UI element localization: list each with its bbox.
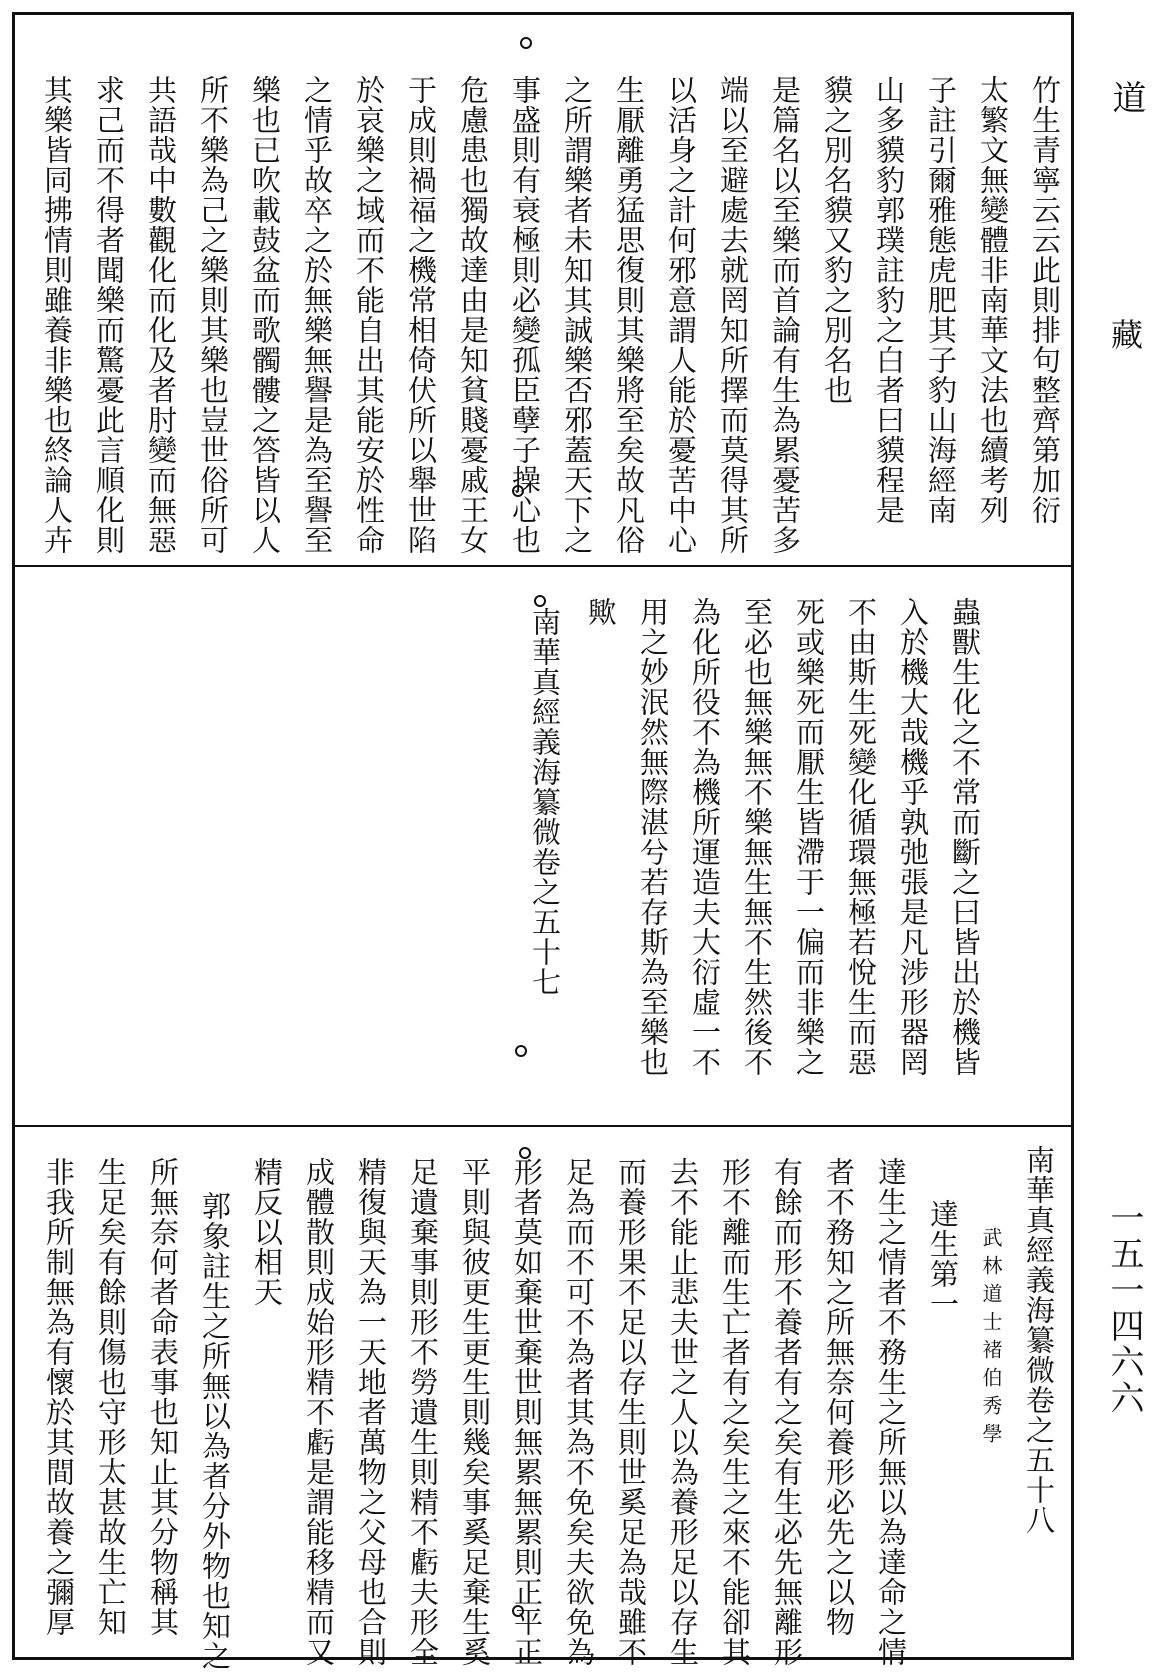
text-column: 樂也已吹載鼓盆而歌髑髏之答皆以人 [248, 75, 282, 555]
text-column: 平則與彼更生更生則幾矣事奚足棄生奚 [458, 1157, 492, 1667]
text-column: 至必也無樂無不樂無生無不生然後不 [740, 597, 774, 1077]
volume-title: 南華真經義海纂微卷之五十八 [1022, 1145, 1056, 1535]
page-frame [12, 12, 1074, 1671]
text-column: 所不樂為己之樂則其樂也豈世俗所可 [196, 75, 230, 555]
text-column: 生厭離勇猛思復則其樂將至矣故凡俗 [612, 75, 646, 555]
author-line: 武林道士褚伯秀學 [979, 1227, 1003, 1451]
text-column: 其樂皆同拂情則雖養非樂也終論人卉 [40, 75, 74, 555]
text-column: 去不能止悲夫世之人以為養形足以存生 [666, 1157, 700, 1667]
text-column: 是篇名以至樂而首論有生為累憂苦多 [768, 75, 802, 555]
top-panel [15, 15, 1071, 567]
text-column: 入於機大哉機乎孰弛張是凡涉形器罔 [896, 597, 930, 1077]
text-column: 竹生青寧云云此則排句整齊第加衍 [1028, 75, 1062, 525]
text-column: 成體散則成始形精不虧是謂能移精而又 [302, 1157, 336, 1667]
text-column: 用之妙泯然無際湛兮若存斯為至樂也 [636, 597, 670, 1077]
text-column: 不由斯生死變化循環無極若悅生而惡 [844, 597, 878, 1077]
text-column: 共語哉中數觀化而化及者肘變而無惡 [144, 75, 178, 555]
text-column: 死或樂死而厭生皆滯于一偏而非樂之 [792, 597, 826, 1077]
text-column: 以活身之計何邪意謂人能於憂苦中心 [664, 75, 698, 555]
text-column: 端以至避處去就罔知所擇而莫得其所 [716, 75, 750, 555]
text-column: 形不離而生亡者有之矣生之來不能卻其 [718, 1157, 752, 1667]
text-column: 達生之情者不務生之所無以為達命之情 [874, 1157, 908, 1667]
circle-mark-icon [534, 595, 546, 607]
text-column: 於哀樂之域而不能自出其能安於性命 [352, 75, 386, 555]
text-column: 貘之別名貘又豹之別名也 [820, 75, 854, 405]
circle-mark-icon [515, 1045, 527, 1057]
text-column: 者不務知之所無奈何養形必先之以物 [822, 1157, 856, 1637]
chapter-title: 達生第一 [926, 1199, 960, 1319]
text-column: 精反以相天 [250, 1157, 284, 1307]
text-column: 形者莫如棄世棄世則無累無累則正平正 [510, 1157, 544, 1667]
text-column: 有餘而形不養者有之矣有生必先無離形 [770, 1157, 804, 1667]
text-column: 子註引爾雅態虎肥其子豹山海經南 [924, 75, 958, 525]
volume-end-title: 南華真經義海纂微卷之五十七 [528, 607, 562, 997]
text-column: 山多貘豹郭璞註豹之白者曰貘程是 [872, 75, 906, 525]
text-column: 所無奈何者命表事也知止其分物稱其 [146, 1157, 180, 1637]
text-column: 郭象註生之所無以為者分外物也知之 [198, 1191, 232, 1671]
bottom-panel [15, 1127, 1071, 1671]
text-column: 危慮患也獨故達由是知貧賤憂戚王女 [456, 75, 490, 555]
circle-mark-icon [520, 37, 532, 49]
page-number: 一五一四六六 [1104, 1200, 1144, 1416]
text-column: 非我所制無為有懷於其間故養之彌厚 [42, 1157, 76, 1637]
text-column: 足為而不可不為者其為不免矣夫欲免為 [562, 1157, 596, 1667]
text-column: 足遺棄事則形不勞遺生則精不虧夫形全 [406, 1157, 440, 1667]
text-column: 之情乎故卒之於無樂無譽是為至譽至 [300, 75, 334, 555]
margin-title-bottom: 藏 [1106, 318, 1144, 350]
text-column: 而養形果不足以存生則世奚足為哉雖不 [614, 1157, 648, 1667]
text-column: 求己而不得者聞樂而驚憂此言順化則 [92, 75, 126, 555]
text-column: 于成則禍福之機常相倚伏所以舉世陷 [404, 75, 438, 555]
text-column: 之所謂樂者未知其誠樂否邪蓋天下之 [560, 75, 594, 555]
text-column: 太繁文無變體非南華文法也續考列 [976, 75, 1010, 525]
text-column: 蟲獸生化之不常而斷之曰皆出於機皆 [948, 597, 982, 1077]
text-column: 生足矣有餘則傷也守形太甚故生亡知 [94, 1157, 128, 1637]
text-column: 事盛則有衰極則必變孤臣孽子操心也 [508, 75, 542, 555]
middle-panel [15, 567, 1071, 1127]
text-column: 為化所役不為機所運造夫大衍虛一不 [688, 597, 722, 1077]
text-column: 精復與天為一天地者萬物之父母也合則 [354, 1157, 388, 1667]
margin-title-top: 道 [1106, 80, 1146, 114]
text-column: 歟 [584, 597, 618, 627]
